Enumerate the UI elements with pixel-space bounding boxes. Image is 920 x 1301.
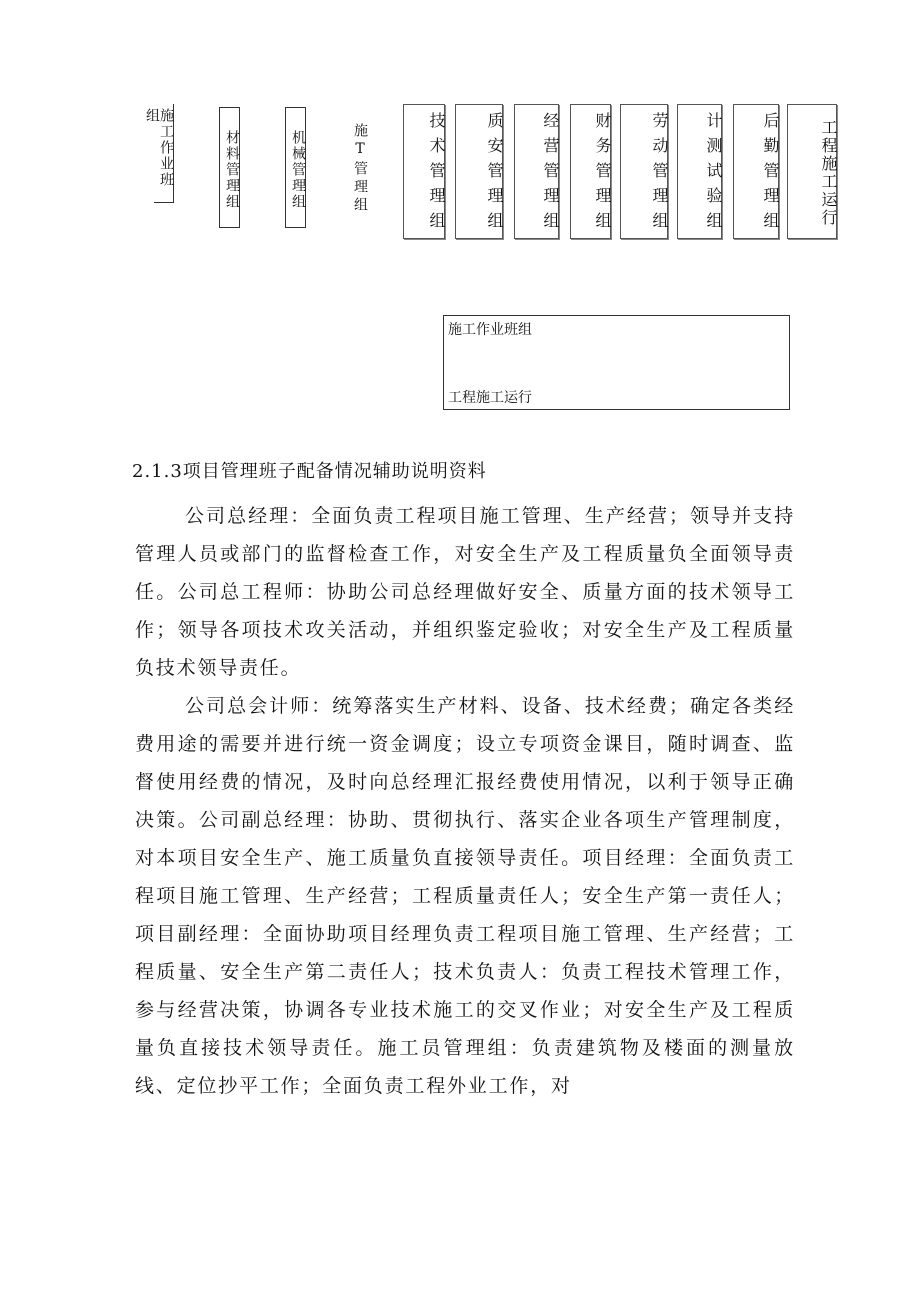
- section-heading: 2.1.3项目管理班子配备情况辅助说明资料: [132, 461, 487, 482]
- org-box-technology: [403, 104, 445, 239]
- org-box-label: 经营管理组: [541, 112, 560, 237]
- org-box-construction-operation: [787, 104, 837, 239]
- org-box-label: 质安管理组: [485, 112, 504, 237]
- org-box-label: 财务管理组: [593, 112, 612, 237]
- org-box-operations: [514, 104, 559, 239]
- org-box-label: 技术管理组: [427, 112, 446, 237]
- org-box-work-team: [144, 104, 174, 203]
- org-box-label: 施工作业班组: [144, 108, 174, 188]
- org-box-label: 后勤管理组: [761, 112, 780, 237]
- org-box-construction: [345, 104, 367, 229]
- org-box-label: 施T管理组: [352, 122, 368, 215]
- org-box-machinery: [285, 107, 306, 228]
- org-box-label: 材料管理组: [224, 129, 240, 210]
- org-box-materials: [219, 107, 240, 228]
- org-box-label: 工程施工运行: [819, 118, 838, 227]
- org-box-labor: [620, 104, 668, 239]
- rect-box-top-label: 施工作业班组: [448, 322, 532, 338]
- org-box-finance: [570, 104, 611, 239]
- body-paragraph: 公司总会计师：统筹落实生产材料、设备、技术经费；确定各类经费用途的需要并进行统一资金调度；设立专项资金课目，随时调查、监督使用经费的情况，及时向总经理汇报经费使用情况，以利于领导正确决策。公司副总经理：协助、贯彻执行、落实企业各项生产管理制度，对本项目安全生产、施工质量负直接领导责任。项目经理：全面负责工程项目施工管理、生产经营；工程质量责任人；安全生产第一责任人；项目副经理：全面协助项目经理负责工程项目施工管理、生产经营；工程质量、安全生产第二责任人；技术负责人：负责工程技术管理工作，参与经营决策，协调各专业技术施工的交叉作业；对安全生产及工程质量负直接技术领导责任。施工员管理组：负责建筑物及楼面的测量放线、定位抄平工作；全面负责工程外业工作，对: [135, 695, 795, 1097]
- org-box-label: 计测试验组: [704, 112, 723, 237]
- org-box-quality-safety: [455, 104, 503, 239]
- org-box-label: 劳动管理组: [650, 112, 669, 237]
- org-box-logistics: [733, 104, 779, 239]
- org-box-testing: [677, 104, 722, 239]
- org-box-work-team-horizontal: [443, 315, 790, 410]
- body-paragraph: 公司总经理：全面负责工程项目施工管理、生产经营；领导并支持管理人员或部门的监督检查工作，对安全生产及工程质量负全面领导责任。公司总工程师：协助公司总经理做好安全、质量方面的技术领导工作；领导各项技术攻关活动，并组织鉴定验收；对安全生产及工程质量负技术领导责任。: [135, 505, 795, 679]
- org-box-label: 机械管理组: [290, 129, 306, 210]
- rect-box-bottom-label: 工程施工运行: [448, 390, 532, 406]
